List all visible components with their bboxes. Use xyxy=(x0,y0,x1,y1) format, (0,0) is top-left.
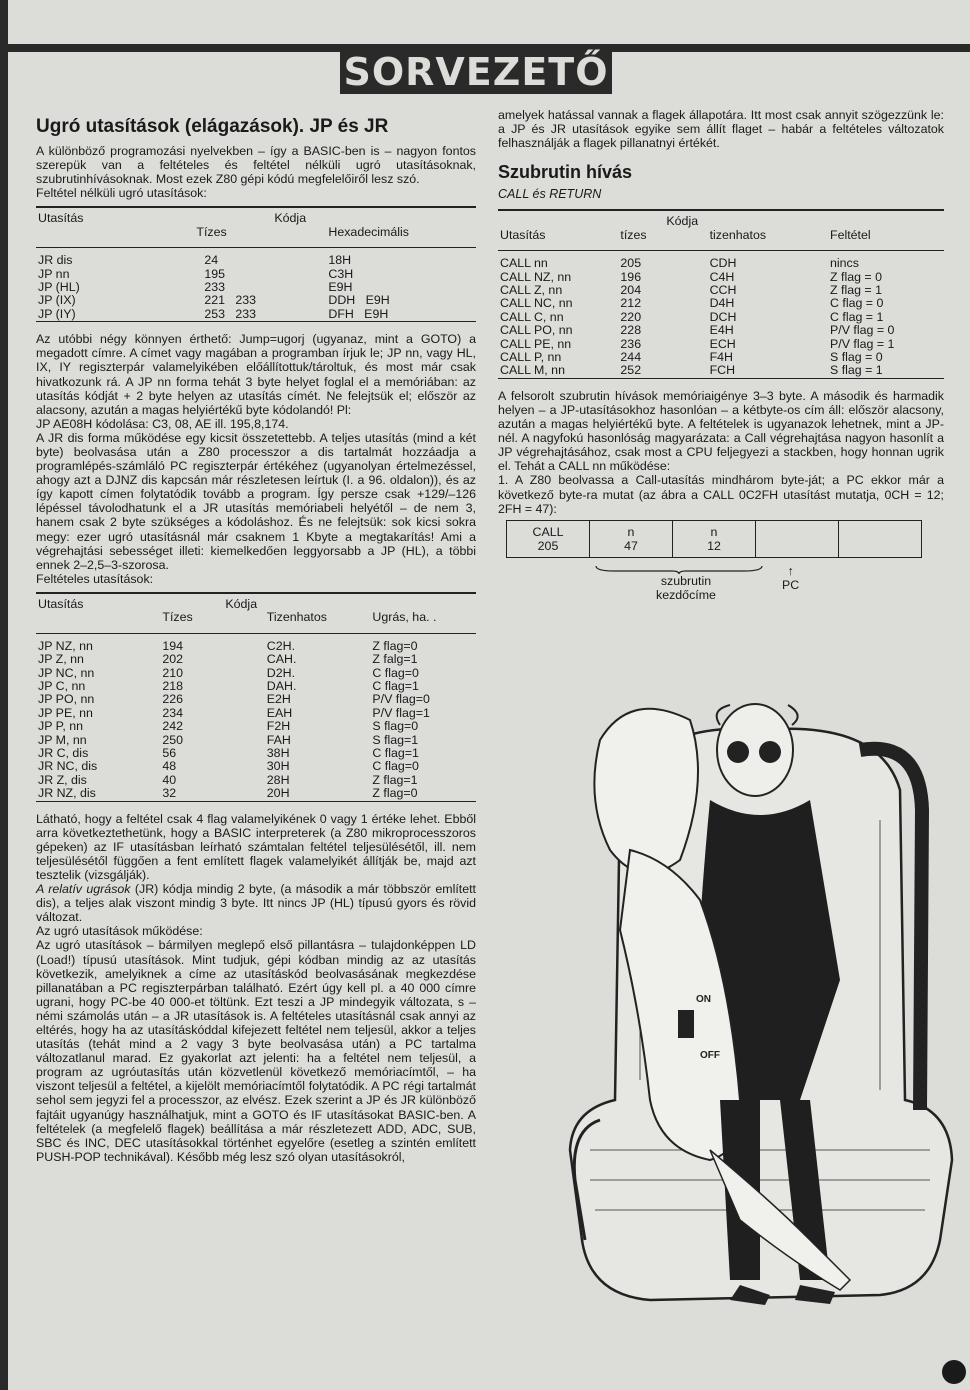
header-hex: Tizenhatos xyxy=(266,610,327,625)
paragraph-operation-label: Az ugró utasítások működése: xyxy=(36,924,203,939)
paragraph-jr-dis: A JR dis forma működése egy kicsit összetettebb. A teljes utasítás (mind a két byte) beolvasása után a Z80 processzor a dis tartalmát hozzáadja a programlépés-számláló PC regiszterpár értékéhez (ugyanolyan értelmezéssel, ahogy azt a DJNZ dis kapcsán már részletesen leírtuk (I. a 96. oldalon)), és az így kapott címen folytatódik tovább a program. Így persze csak +129/–126 lépéssel távolodhatunk el a JR utasítás memóriabeli helyétől – de nem 3, hanem csak 2 byte szükséges a kódoláshoz. És ne felejtsük: sok kicsi sokra megy: ezer ugró utasításnál már csaknem 1 Kbyte a megtakarítás! Ami a végrehajtási sebességet illeti: kiemelkedően leggyorsabb a JP (HL), a többi ennek 2–2,5–3-szorosa. xyxy=(36,430,476,572)
table-row: CALL PO, nn 228 E4H P/V flag = 0 xyxy=(500,323,895,338)
call-table xyxy=(498,209,944,380)
header-code: Kódja xyxy=(274,211,307,226)
conditional-label: Feltételes utasítások: xyxy=(36,571,154,586)
switch-icon xyxy=(678,1010,694,1038)
table-row: JR NZ, dis 32 20H Z flag=0 xyxy=(38,786,418,801)
table-row: CALL PE, nn 236 ECH P/V flag = 1 xyxy=(500,336,895,351)
table-row: JR Z, dis 40 28H Z flag=1 xyxy=(38,772,418,787)
right-column xyxy=(498,108,944,604)
header-condition: Feltétel xyxy=(830,227,871,242)
table-row: JP NZ, nn 194 C2H. Z flag=0 xyxy=(38,638,418,653)
table-row: JP PE, nn 234 EAH P/V flag=1 xyxy=(38,705,430,720)
table-row: JP NC, nn 210 D2H. C flag=0 xyxy=(38,665,419,680)
switch-off-label: OFF xyxy=(700,1050,720,1061)
unconditional-jump-table xyxy=(36,206,476,324)
pc-label: ↑ PC xyxy=(782,563,800,592)
switch-on-label: ON xyxy=(696,994,711,1005)
section-title: Szubrutin hívás xyxy=(498,162,633,183)
table-row: JP (IX) 221 233 DDH E9H xyxy=(38,293,390,308)
page-edge-bar xyxy=(0,0,8,1390)
woman-hair xyxy=(594,709,698,873)
page-bullet-dot xyxy=(942,1360,966,1384)
conditional-jump-table xyxy=(36,592,476,804)
table-row: CALL Z, nn 204 CCH Z flag = 1 xyxy=(500,283,883,297)
table-row: JP Z, nn 202 CAH. Z falg=1 xyxy=(38,652,418,667)
table-row: CALL NZ, nn 196 C4H Z flag = 0 xyxy=(500,269,883,284)
table-row: JP (HL) 233 E9H xyxy=(38,280,353,294)
paragraph-call-step1: 1. A Z80 beolvassa a Call-utasítás mindhárom byte-ját; a PC ekkor már a következő byte-ra mutat (az ábra a CALL 0C2FH utasítást mutatja, 0CH = 12; 2FH = 47): xyxy=(498,473,944,516)
table-row: JR NC, dis 48 30H C flag=0 xyxy=(38,759,419,774)
table-row: JP (IY) 253 233 DFH E9H xyxy=(38,306,389,321)
table-row: JP M, nn 250 FAH S flag=1 xyxy=(38,732,419,747)
header-decimal: Tízes xyxy=(196,224,227,239)
header-instruction: Utasítás xyxy=(38,211,84,226)
header-decimal: tízes xyxy=(620,227,647,242)
memory-cell-opcode: CALL 205 xyxy=(507,520,590,557)
table-row: CALL C, nn 220 DCH C flag = 1 xyxy=(500,309,884,324)
paragraph-example: JP AE08H kódolása: C3, 08, AE ill. 195,8,174. xyxy=(36,416,289,431)
header-code: Kódja xyxy=(666,214,699,229)
table-row: JP PO, nn 226 E2H P/V flag=0 xyxy=(38,692,430,707)
memory-cell-empty xyxy=(839,520,922,557)
paragraph-flags-continued: amelyek hatással vannak a flagek állapotára. Itt most csak annyit szögezzünk le: a JP és JR utasítások egyike sem állít flaget – habár a feltételes változatok felhasználják a flagek pillanatnyi értékét. xyxy=(498,108,944,151)
memory-diagram-labels xyxy=(498,564,944,604)
table-row: JR dis 24 18H xyxy=(38,253,352,268)
subroutine-address-label: szubrutin kezdőcíme xyxy=(656,573,716,602)
article-title: Ugró utasítások (elágazások). JP és JR xyxy=(36,116,389,137)
header-code: Kódja xyxy=(225,596,258,611)
memory-cell-high-byte: n 12 xyxy=(673,520,756,557)
paragraph-jump-explained: Az utóbbi négy könnyen érthető: Jump=ugorj (ugyanaz, mint a GOTO) a megadott címre. A címet vagy magában a programban írjuk le; JP nn, vagy HL, IX, IY regiszterpár valamelyikében előállítottuk/tároltuk, és most már csak hivatkozunk rá. A JP nn forma tehát 3 byte helyet foglal el a memóriában: az utasítás kódját + 2 byte helyen az utasítás címét. Ne felejtsük el; először az alacsony, azután a magas helyiértékű byte kódolandó! Pl: xyxy=(36,332,476,417)
table-row: JP nn 195 C3H xyxy=(38,266,354,281)
memory-cell-empty xyxy=(756,520,839,557)
table-row: CALL NC, nn 212 D4H C flag = 0 xyxy=(500,296,884,311)
header-instruction: Utasítás xyxy=(500,227,546,242)
memory-diagram xyxy=(506,520,922,558)
table-row: JP C, nn 218 DAH. C flag=1 xyxy=(38,678,419,693)
header-hex: Hexadecimális xyxy=(328,224,409,239)
table-row: CALL nn 205 CDH nincs xyxy=(500,256,859,271)
paragraph-call-memory: A felsorolt szubrutin hívások memóriaigénye 3–3 byte. A második és harmadik helyen – a JP-utasításokhoz hasonlóan – a kétbyte-os cím áll: először alacsony, azután a magas helyiértékű byte. A feltételek is ugyanazok lehetnek, mint a JP-nél. A nagyfokú hasonlóság magyarázata: a Call végrehajtása nagyon hasonlít a JP végrehajtásához, csak most a CPU feljegyezi a stackben, hogy honnan ugrik el. Tehát a CALL nn működése: xyxy=(498,388,944,474)
section-subtitle: CALL és RETURN xyxy=(498,187,602,202)
header-hex: tizenhatos xyxy=(709,227,767,242)
header-jump-if: Ugrás, ha. . xyxy=(372,610,437,625)
table-row: CALL M, nn 252 FCH S flag = 1 xyxy=(500,363,883,378)
paragraph-relative: A relatív ugrások (JR) kódja mindig 2 byte, (a második a már többször említett dis), a teljes alak viszont mindig 3 byte. Itt nincs JP (HL) típusú gyors és rövid változat. xyxy=(36,882,476,925)
glasses-icon xyxy=(727,741,749,763)
table-row: JP P, nn 242 F2H S flag=0 xyxy=(38,719,419,734)
intro-paragraph: A különböző programozási nyelvekben – így a BASIC-ben is – nagyon fontos szerepük van a feltételes és feltétel nélküli ugró utasításoknak, szubrutinhívásoknak. Most ezek Z80 gépi kódú megfelelőiről lesz szó. xyxy=(36,144,476,187)
brace-icon xyxy=(594,564,764,574)
table-row: CALL P, nn 244 F4H S flag = 0 xyxy=(500,350,883,365)
paragraph-flags: Látható, hogy a feltétel csak 4 flag valamelyikének 0 vagy 1 értéke lehet. Ebből arra következtethetünk, hogy a BASIC interpreterek (a Z80 mikroprocesszoros gépeken) az IF utasításban leírható számtalan feltétel teljesülésétől, ill. nem teljesülésétől függően a fent említett flagek valamelyikét állítják be, majd azt tesztelik (vizsgálják). xyxy=(36,811,476,882)
paragraph-operation: Az ugró utasítások – bármilyen meglepő első pillantásra – tulajdonképpen LD (Load!) típusú utasítások. Mint tudjuk, gépi kódban mindig az az utasítás következik, amelyiknek a címe az utasításkód beolvasásának megkezdése pillanatában a PC regiszterpárban található. Ezért úgy kell pl. a 40 000 címre ugrani, hogy PC-be 40 000-et töltünk. Ezt teszi a JP mindegyik változata, s – némi számolás után – a JR utasítások is. A feltételes utasításnál csak annyi az eltérés, hogy ha az utasításkóddal kifejezett feltétel nem teljesül, akkor a teljes utasítás (tehát mind a 2 vagy 3 byte beolvasása után) a PC tartalma változatlanul marad. Ez gyakorlat azt jelenti: ha a feltétel nem teljesül, a program az ugróutasítás után közvetlenül következő memóriacímtől, – ha viszont teljesül a feltétel, a kijelölt memóriacímtől folytatódik. A PC régi tartalmát sehol sem jegyzi fel a processzor, az elvész. Ezek szerint a JP és JR különböző fajtáit ugyanúgy használhatjuk, mint a GOTO és IF utasításokat BASIC-ben. A feltételek (a megfelelő flagek) beállítása a már részletezett ADD, ADC, SUB, SBC és INC, DEC utasításokkal történhet egyelőre (esetleg a szintén említett PUSH-POP technikával). Később még lesz szó olyan utasításokról, xyxy=(36,938,476,1164)
unconditional-label: Feltétel nélküli ugró utasítások: xyxy=(36,186,207,201)
table-row: JR C, dis 56 38H C flag=1 xyxy=(38,745,419,760)
masthead-title: SORVEZETŐ xyxy=(340,48,612,94)
header-instruction: Utasítás xyxy=(38,596,84,611)
left-column xyxy=(36,108,476,1164)
cartoon-illustration xyxy=(560,680,960,1370)
arrow-up-icon: ↑ xyxy=(787,563,794,578)
header-decimal: Tízes xyxy=(162,610,193,625)
memory-cell-low-byte: n 47 xyxy=(590,520,673,557)
